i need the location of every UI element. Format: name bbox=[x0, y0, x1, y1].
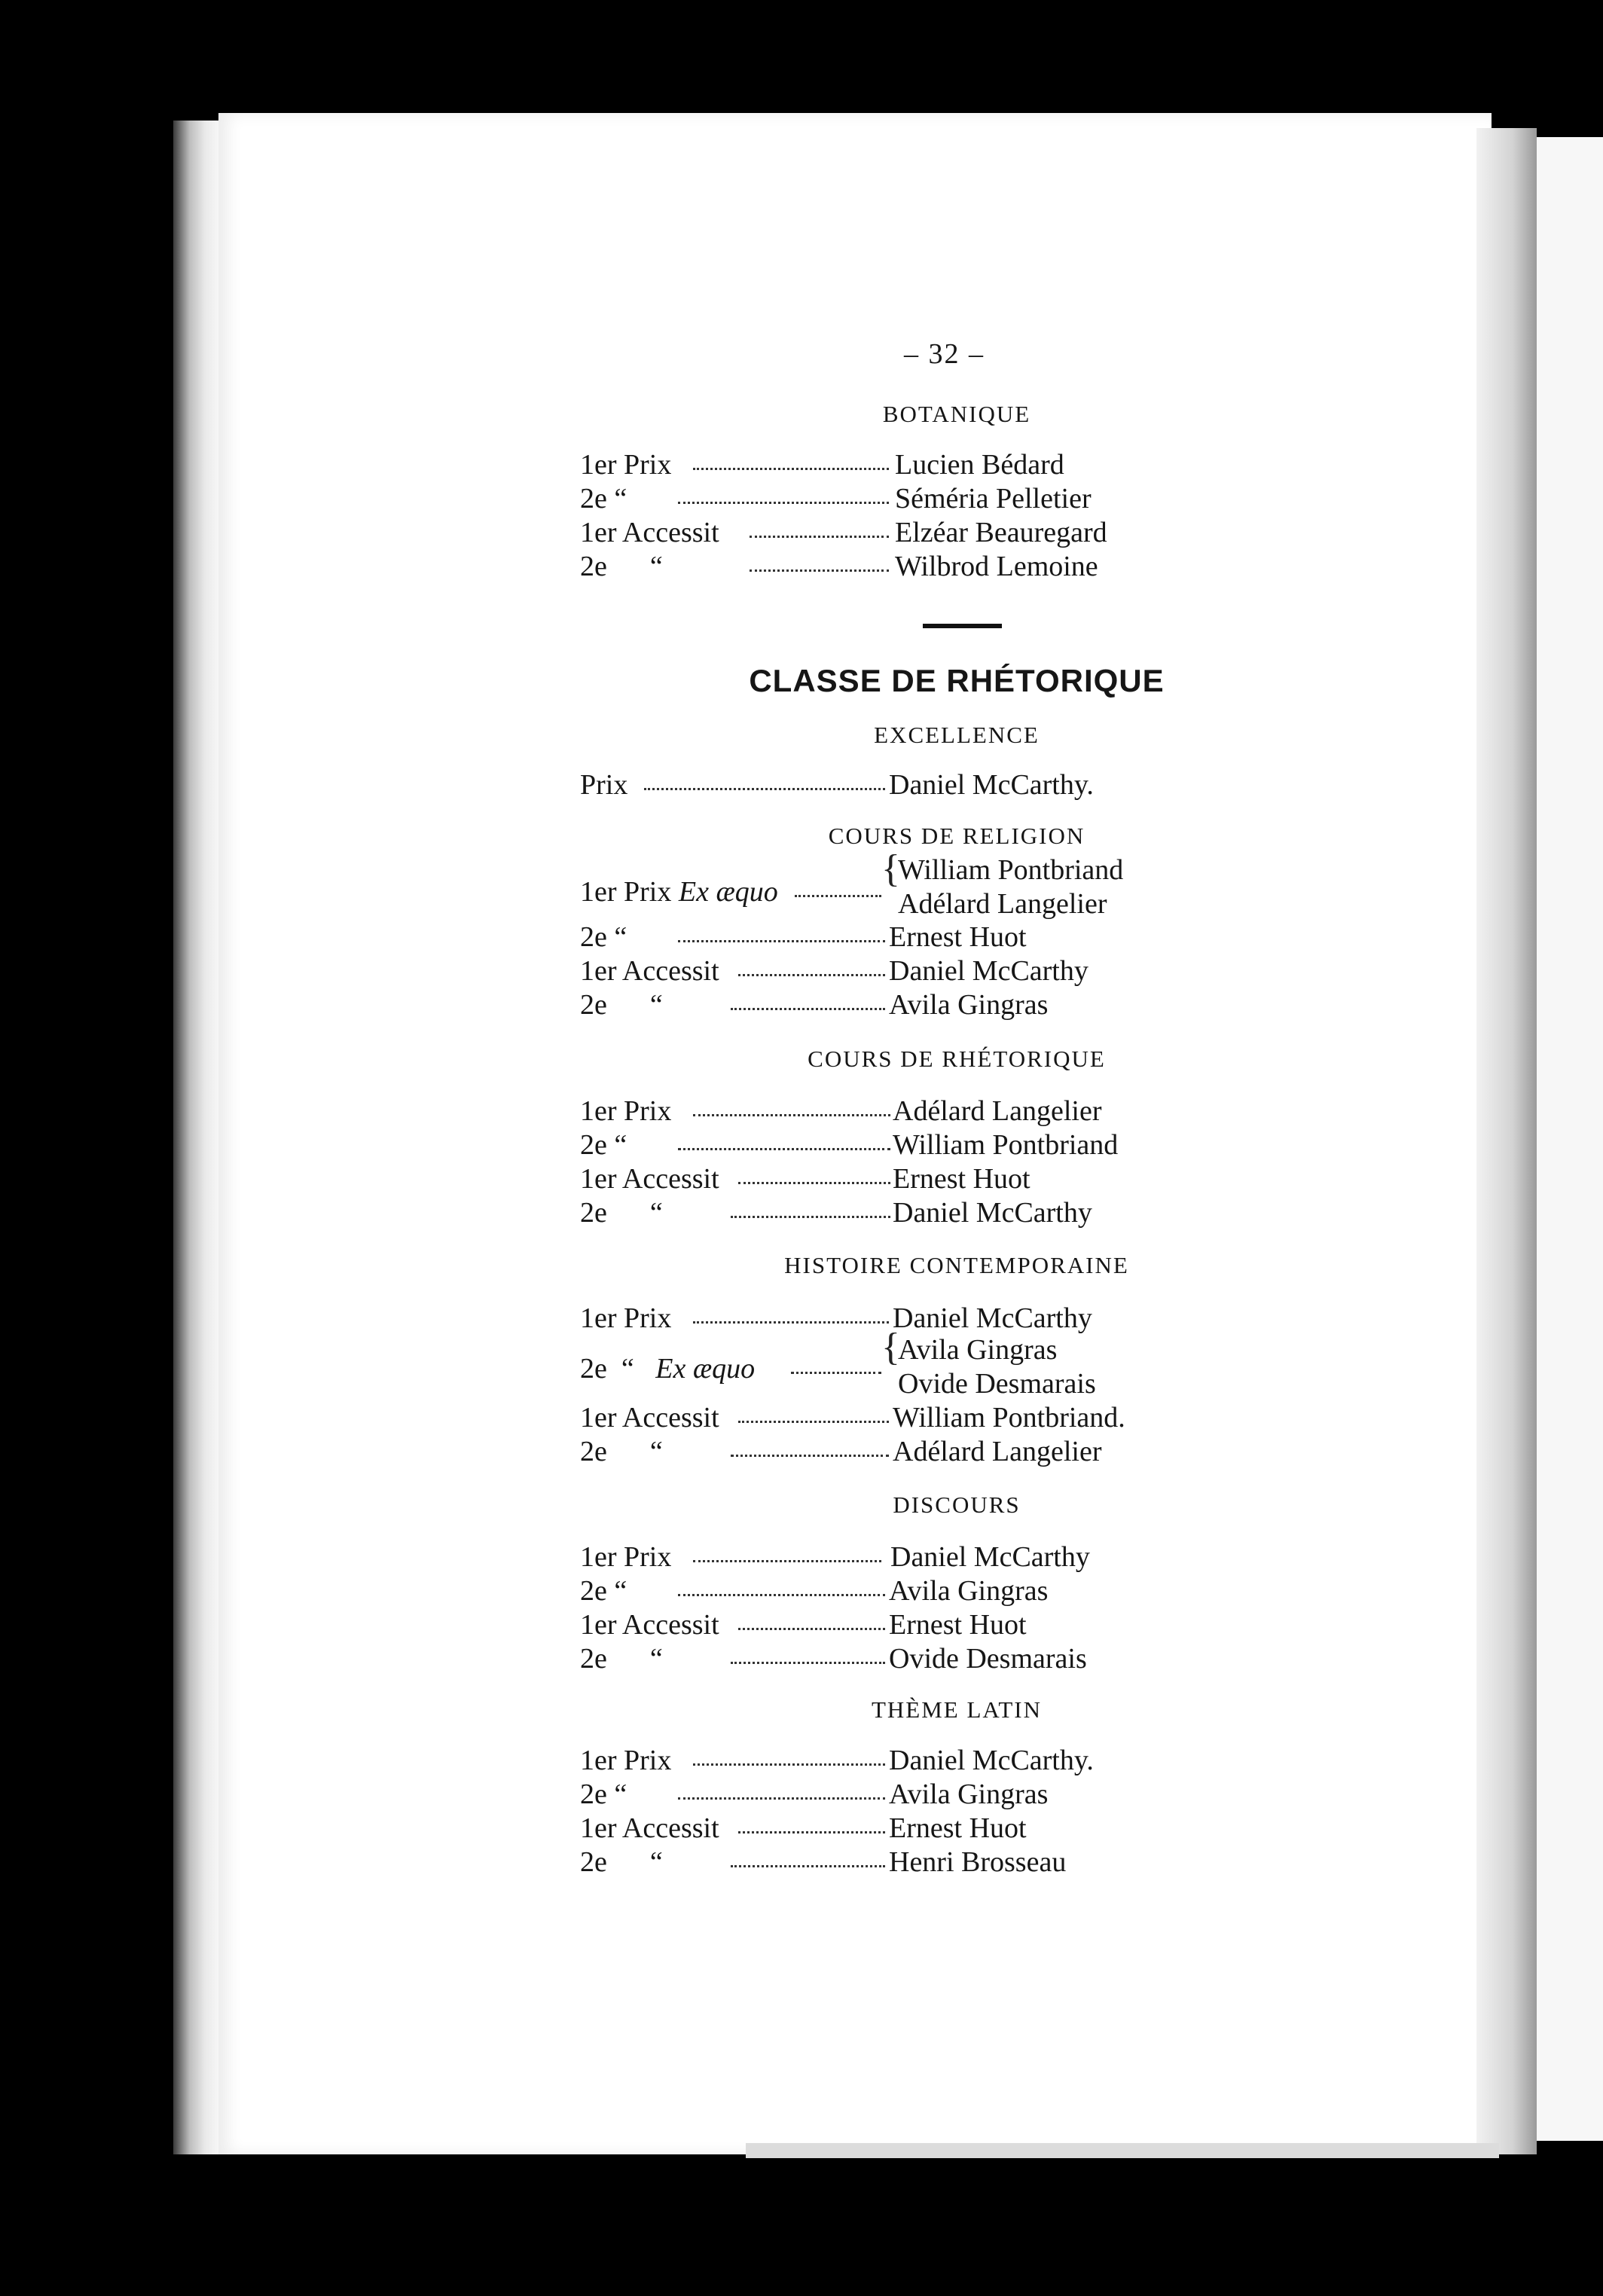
prize-label: 1er Accessit bbox=[580, 955, 719, 987]
prize-label: 1er Prix bbox=[580, 1302, 672, 1334]
leader-dots bbox=[750, 533, 889, 538]
winner-name: Adélard Langelier bbox=[893, 1095, 1102, 1127]
leader-dots bbox=[693, 465, 889, 470]
prize-label-text: 2e “ bbox=[580, 1353, 634, 1385]
list-item bbox=[580, 921, 1333, 954]
list-item bbox=[580, 768, 1333, 801]
winner-name: William Pontbriand. bbox=[893, 1402, 1125, 1433]
list-item bbox=[580, 1128, 1333, 1162]
brace-icon: { bbox=[881, 1326, 900, 1369]
winner-name: Daniel McCarthy bbox=[893, 1302, 1092, 1334]
winner-name: Avila Gingras bbox=[889, 1778, 1049, 1810]
prize-label: 2e “ bbox=[580, 1575, 627, 1607]
list-item bbox=[580, 1162, 1333, 1195]
prize-label: 1er Prix bbox=[580, 1541, 672, 1573]
winner-name: Avila Gingras bbox=[889, 1575, 1049, 1607]
section-heading-discours: DISCOURS bbox=[893, 1491, 1021, 1518]
prize-label: 2e “ bbox=[580, 1197, 663, 1229]
leader-dots bbox=[738, 1625, 885, 1630]
winner-name: Avila Gingras bbox=[898, 1334, 1058, 1366]
section-divider bbox=[923, 624, 1002, 628]
prize-label: 2e “ bbox=[580, 1643, 663, 1675]
section-heading-excellence: EXCELLENCE bbox=[874, 722, 1040, 748]
list-item bbox=[580, 550, 1333, 583]
winner-name: Daniel McCarthy bbox=[890, 1541, 1090, 1573]
list-item bbox=[580, 1642, 1333, 1675]
winner-name: Daniel McCarthy bbox=[893, 1197, 1092, 1229]
winner-name: William Pontbriand bbox=[898, 854, 1124, 886]
leader-dots bbox=[731, 1005, 885, 1010]
list-item bbox=[580, 1196, 1333, 1229]
prize-label: 1er Accessit bbox=[580, 1609, 719, 1641]
list-item bbox=[580, 1812, 1333, 1845]
prize-label: 2e “ bbox=[580, 483, 627, 514]
prize-label: 2e “ bbox=[580, 989, 663, 1021]
prize-label: 1er Accessit bbox=[580, 517, 719, 548]
winner-name: Ernest Huot bbox=[889, 1812, 1027, 1844]
ex-aequo-note: Ex æquo bbox=[655, 1353, 756, 1385]
winner-name: William Pontbriand bbox=[893, 1129, 1119, 1161]
winner-name: Lucien Bédard bbox=[895, 449, 1064, 481]
facing-page bbox=[1532, 137, 1603, 2141]
leader-dots bbox=[738, 971, 885, 976]
leader-dots bbox=[693, 1760, 885, 1766]
leader-dots bbox=[738, 1828, 885, 1833]
leader-dots bbox=[678, 499, 889, 504]
leader-dots bbox=[678, 1145, 890, 1150]
leader-dots bbox=[644, 785, 885, 790]
list-item bbox=[580, 1401, 1333, 1434]
leader-dots bbox=[678, 1591, 885, 1596]
list-item bbox=[580, 1778, 1333, 1811]
list-item bbox=[580, 516, 1333, 549]
winner-name: Daniel McCarthy. bbox=[889, 769, 1094, 801]
winner-name: Elzéar Beauregard bbox=[895, 517, 1107, 548]
list-item bbox=[580, 1744, 1333, 1777]
prize-label: 2e “ bbox=[580, 921, 627, 953]
winner-name: Ernest Huot bbox=[893, 1163, 1030, 1195]
list-item bbox=[580, 1333, 1333, 1366]
brace-icon: { bbox=[881, 847, 900, 890]
winner-name: Ovide Desmarais bbox=[889, 1643, 1087, 1675]
leader-dots bbox=[738, 1418, 889, 1423]
winner-name: Wilbrod Lemoine bbox=[895, 551, 1098, 582]
leader-dots bbox=[678, 937, 885, 942]
leader-dots bbox=[731, 1452, 889, 1457]
leader-dots bbox=[750, 566, 889, 572]
section-heading-theme-latin: THÈME LATIN bbox=[871, 1696, 1043, 1723]
winner-name: Adélard Langelier bbox=[893, 1436, 1102, 1467]
prize-label: 1er Prix bbox=[580, 449, 672, 481]
leader-dots bbox=[693, 1318, 889, 1324]
list-item bbox=[580, 1302, 1333, 1335]
page-number: – 32 – bbox=[904, 338, 985, 370]
prize-label: 1er Accessit bbox=[580, 1812, 719, 1844]
leader-dots bbox=[731, 1862, 885, 1867]
winner-name: Daniel McCarthy. bbox=[889, 1745, 1094, 1776]
list-item bbox=[580, 954, 1333, 988]
winner-name: Adélard Langelier bbox=[898, 888, 1107, 920]
prize-label: 2e “ bbox=[580, 1436, 663, 1467]
winner-name: Séméria Pelletier bbox=[895, 483, 1092, 514]
list-item bbox=[580, 988, 1333, 1021]
list-item bbox=[580, 1095, 1333, 1128]
class-title: CLASSE DE RHÉTORIQUE bbox=[749, 663, 1165, 698]
prize-label: 2e “ bbox=[580, 1129, 627, 1161]
list-item bbox=[580, 1540, 1333, 1574]
winner-name: Ernest Huot bbox=[889, 1609, 1027, 1641]
leader-dots bbox=[731, 1213, 890, 1218]
prize-label-text: 1er Prix bbox=[580, 876, 672, 908]
list-item bbox=[580, 1608, 1333, 1641]
list-item bbox=[580, 847, 1333, 890]
list-item bbox=[580, 1367, 1333, 1400]
leader-dots bbox=[693, 1111, 890, 1116]
section-heading-botanique: BOTANIQUE bbox=[882, 401, 1031, 427]
list-item bbox=[580, 887, 1333, 921]
prize-label: 1er Accessit bbox=[580, 1402, 719, 1433]
prize-label: 1er Prix bbox=[580, 1745, 672, 1776]
leader-dots bbox=[731, 1659, 885, 1664]
list-item bbox=[580, 1846, 1333, 1879]
list-item bbox=[580, 482, 1333, 515]
list-item bbox=[580, 1435, 1333, 1468]
winner-name: Daniel McCarthy bbox=[889, 955, 1089, 987]
winner-name: Ovide Desmarais bbox=[898, 1368, 1096, 1400]
prize-label: 2e “ bbox=[580, 1778, 627, 1810]
leader-dots bbox=[678, 1794, 885, 1800]
page-gutter-shadow bbox=[1476, 128, 1537, 2154]
section-heading-religion: COURS DE RELIGION bbox=[828, 823, 1085, 849]
leader-dots bbox=[693, 1557, 881, 1562]
ex-aequo-note: Ex æquo bbox=[678, 876, 778, 908]
prize-label: 2e “ bbox=[580, 551, 663, 582]
prize-label: Prix bbox=[580, 769, 628, 801]
page-bottom-edge bbox=[746, 2143, 1499, 2158]
prize-label: 1er Prix bbox=[580, 1095, 672, 1127]
prize-label: 2e “ bbox=[580, 1846, 663, 1878]
winner-name: Ernest Huot bbox=[889, 921, 1027, 953]
winner-name: Avila Gingras bbox=[889, 989, 1049, 1021]
winner-name: Henri Brosseau bbox=[889, 1846, 1067, 1878]
prize-label: 1er Accessit bbox=[580, 1163, 719, 1195]
leader-dots bbox=[738, 1179, 890, 1184]
list-item bbox=[580, 448, 1333, 481]
list-item bbox=[580, 1574, 1333, 1608]
section-heading-rhetorique: COURS DE RHÉTORIQUE bbox=[808, 1046, 1106, 1072]
section-heading-histoire: HISTOIRE CONTEMPORAINE bbox=[784, 1252, 1129, 1278]
